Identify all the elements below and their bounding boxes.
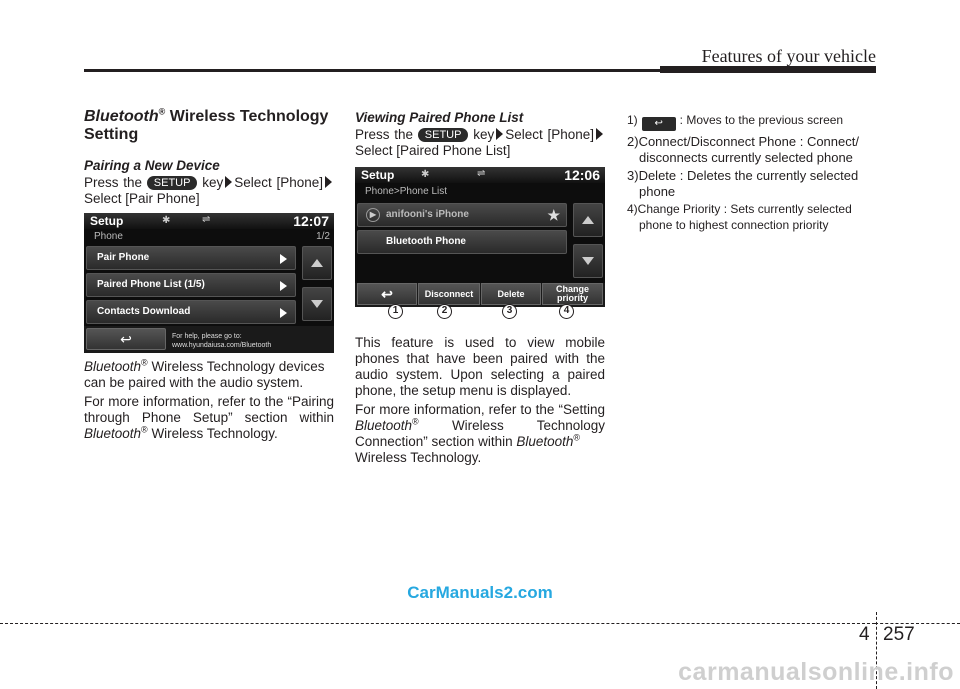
callout-3: 3 — [502, 304, 517, 319]
usb-icon: ⇌ — [477, 168, 486, 179]
scroll-down-button[interactable] — [573, 244, 603, 278]
screen-clock: 12:07 — [293, 213, 329, 229]
column-legend — [627, 113, 879, 236]
arrow-right-icon — [496, 128, 503, 140]
chapter-number: 4 — [859, 624, 870, 645]
screen-phone-list — [355, 167, 605, 307]
callout-row — [355, 304, 605, 320]
chevron-right-icon — [280, 254, 287, 264]
column-pairing — [84, 108, 334, 442]
screen-setup-phone — [84, 213, 334, 353]
watermark-carmanuals2[interactable]: CarManuals2.com — [407, 583, 553, 602]
footer-rule — [0, 623, 875, 624]
chevron-right-icon — [280, 308, 287, 318]
callout-1: 1 — [388, 304, 403, 319]
section-title: Bluetooth® Wireless Technology Setting — [84, 106, 329, 143]
chevron-right-icon — [280, 281, 287, 291]
screen-subtitle: Phone>Phone List — [365, 186, 448, 197]
disconnect-button[interactable]: Disconnect — [418, 283, 480, 305]
arrow-up-icon — [582, 216, 594, 224]
callout-2: 2 — [437, 304, 452, 319]
bluetooth-icon: ✱ — [421, 169, 430, 180]
star-icon: ★ — [547, 207, 560, 223]
instruction-pairing: Press the SETUP key Select [Phone]Select [Pair Phone] — [84, 175, 334, 207]
play-icon: ▶ — [366, 208, 380, 222]
setup-key-icon: SETUP — [147, 176, 198, 190]
screen-title: Setup — [90, 214, 124, 228]
callout-4: 4 — [559, 304, 574, 319]
desc-paired-list-ref: For more information, refer to the “Setting Bluetooth® Wireless Technology Connection” section within Bluetooth® Wireless Technology. — [355, 402, 605, 465]
help-text: For help, please go to: www.hyundaiusa.com/Bluetooth — [172, 333, 272, 349]
arrow-down-icon — [582, 257, 594, 265]
usb-icon: ⇌ — [202, 214, 211, 225]
screen-subtitle: Phone — [94, 231, 123, 242]
legend-item-2: 2)Connect/Disconnect Phone : Connect/ disconnects currently selected phone — [627, 134, 859, 165]
scroll-down-button[interactable] — [302, 287, 332, 321]
header-rule-accent — [660, 66, 876, 73]
arrow-down-icon — [311, 300, 323, 308]
subtitle-pairing: Pairing a New Device — [84, 158, 220, 173]
legend-item-4: 4)Change Priority : Sets currently selected phone to highest connection priority — [627, 202, 852, 232]
back-button[interactable] — [357, 283, 417, 305]
setup-key-icon: SETUP — [418, 128, 469, 142]
desc-pairing-ref: For more information, refer to the “Pairing through Phone Setup” section within Bluetooth® Wireless Technology. — [84, 394, 334, 441]
screen-titlebar — [84, 213, 334, 229]
delete-button[interactable]: Delete — [481, 283, 541, 305]
arrow-right-icon — [596, 128, 603, 140]
scroll-up-button[interactable] — [573, 203, 603, 237]
back-button[interactable] — [86, 328, 166, 350]
legend-item-3: 3)Delete : Deletes the currently selected phone — [627, 168, 859, 199]
page-number: 257 — [883, 624, 915, 645]
phone-item-bluetooth-phone[interactable]: Bluetooth Phone — [357, 230, 567, 254]
page-header-title: Features of your vehicle — [701, 46, 876, 66]
change-priority-button[interactable]: Change priority — [542, 283, 603, 305]
screen-clock: 12:06 — [564, 167, 600, 183]
menu-pair-phone[interactable]: Pair Phone — [86, 246, 296, 270]
bluetooth-icon: ✱ — [162, 215, 171, 226]
arrow-right-icon — [225, 176, 232, 188]
screen-page-indicator: 1/2 — [316, 231, 330, 242]
watermark-carmanualsonline[interactable]: carmanualsonline.info — [678, 658, 954, 686]
phone-item-iphone[interactable]: ▶ anifooni's iPhone ★ — [357, 203, 567, 227]
legend-list — [627, 113, 879, 233]
arrow-right-icon — [325, 176, 332, 188]
back-arrow-icon: ↩ — [381, 285, 393, 302]
screen-title: Setup — [361, 168, 395, 182]
menu-paired-phone-list[interactable]: Paired Phone List (1/5) — [86, 273, 296, 297]
screen-titlebar — [355, 167, 605, 183]
desc-paired-list: This feature is used to view mobile phones that have been paired with the audio system. Upon selecting a paired phone, the setup menu is displayed. — [355, 335, 605, 398]
back-arrow-icon: ↩ — [120, 331, 132, 347]
back-key-icon: ↩ — [642, 117, 676, 131]
subtitle-paired-list: Viewing Paired Phone List — [355, 110, 524, 125]
legend-item-1: 1) ↩ : Moves to the previous screen — [627, 113, 844, 129]
instruction-paired-list: Press the SETUP key Select [Phone]Select [Paired Phone List] — [355, 127, 605, 159]
menu-contacts-download[interactable]: Contacts Download — [86, 300, 296, 324]
screen-bottom-bar — [84, 326, 334, 353]
column-paired-list — [355, 110, 605, 466]
scroll-up-button[interactable] — [302, 246, 332, 280]
arrow-up-icon — [311, 259, 323, 267]
desc-pairing: Bluetooth® Wireless Technology devices can be paired with the audio system. — [84, 357, 325, 390]
